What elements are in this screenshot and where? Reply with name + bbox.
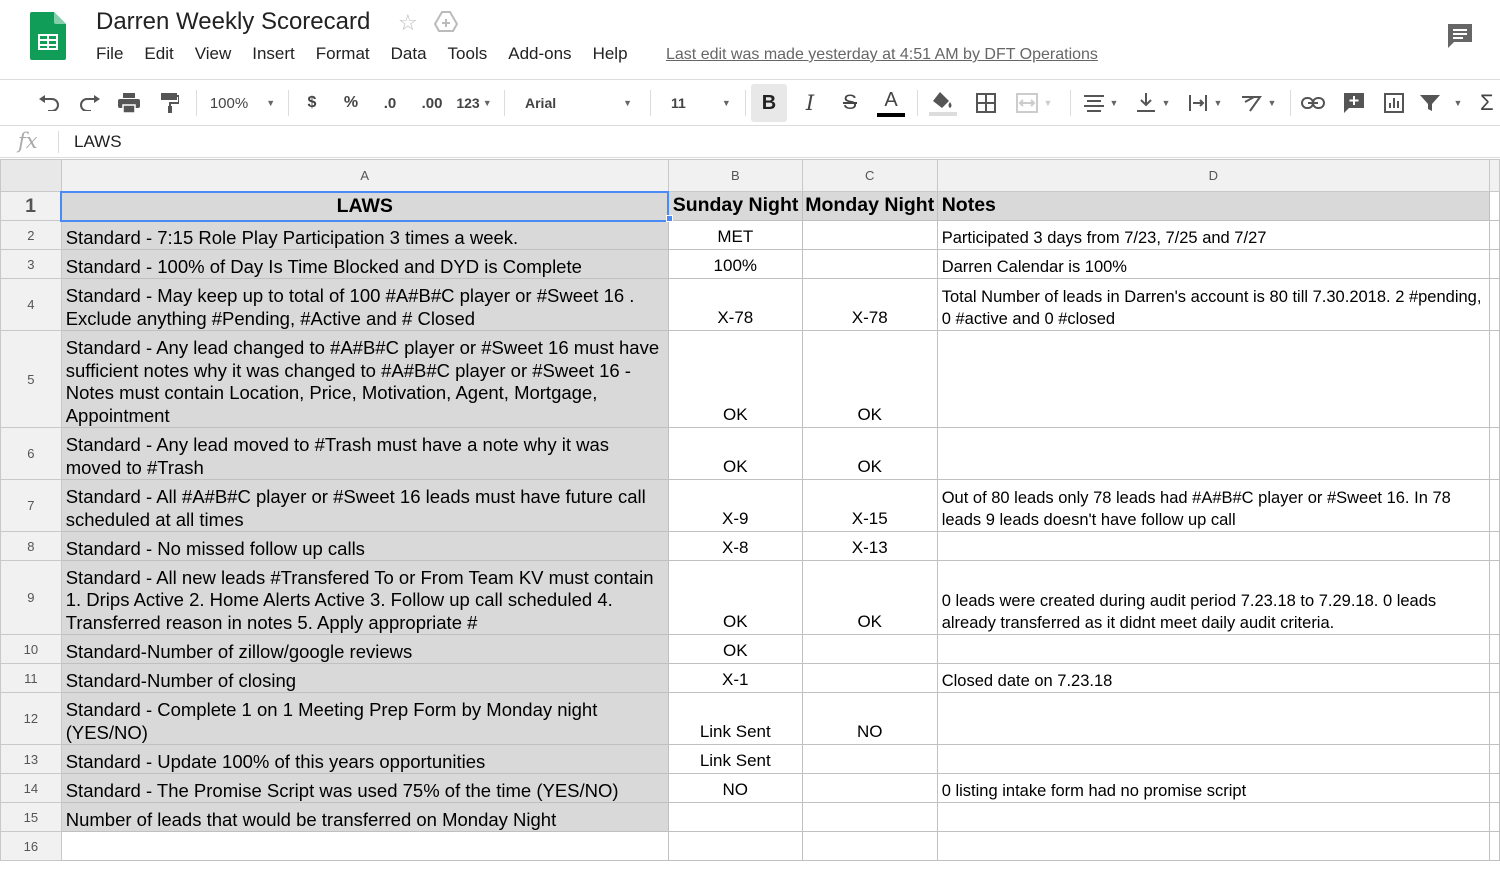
- cell-d[interactable]: Participated 3 days from 7/23, 7/25 and 7/27: [937, 221, 1489, 250]
- table-row: [1, 745, 1500, 774]
- cell-b[interactable]: X-8: [668, 532, 802, 561]
- menu-view[interactable]: View: [194, 44, 232, 63]
- cell-a[interactable]: Standard - 100% of Day Is Time Blocked and DYD is Complete: [61, 250, 668, 279]
- cell-d[interactable]: 0 leads were created during audit period 7.23.18 to 7.29.18. 0 leads already transferred as it didnt meet daily audit criteria.: [937, 561, 1489, 635]
- increase-decimal-button[interactable]: .00: [421, 94, 443, 112]
- cell-a[interactable]: Number of leads that would be transferred on Monday Night: [61, 803, 668, 832]
- row-header[interactable]: 3: [1, 250, 62, 279]
- cell-b1[interactable]: Sunday Night: [668, 192, 802, 221]
- table-row: [1, 480, 1500, 532]
- cell-a[interactable]: [61, 832, 668, 861]
- text-rotation-icon[interactable]: [1235, 80, 1281, 126]
- table-row: [1, 221, 1500, 250]
- fx-icon: fx: [18, 129, 38, 153]
- sheets-logo-icon[interactable]: [30, 12, 66, 60]
- italic-button[interactable]: I: [805, 91, 815, 115]
- cell-d[interactable]: Out of 80 leads only 78 leads had #A#B#C player or #Sweet 16. In 78 leads 9 leads doesn't have follow up call: [937, 480, 1489, 532]
- text-color-label: A: [884, 88, 898, 111]
- horizontal-align-icon[interactable]: [1078, 80, 1124, 126]
- functions-icon[interactable]: Σ: [1480, 90, 1494, 115]
- cell-e[interactable]: [1490, 532, 1500, 561]
- cell-d[interactable]: [937, 693, 1489, 745]
- cell-b[interactable]: [668, 832, 802, 861]
- cell-c1[interactable]: Monday Night: [802, 192, 937, 221]
- cell-b[interactable]: X-9: [668, 480, 802, 532]
- row-header[interactable]: 12: [1, 693, 62, 745]
- column-header-d[interactable]: D: [937, 160, 1489, 192]
- cell-b[interactable]: OK: [668, 561, 802, 635]
- table-row: [1, 693, 1500, 745]
- row-header[interactable]: 8: [1, 532, 62, 561]
- row-header[interactable]: 15: [1, 803, 62, 832]
- select-all-corner[interactable]: [1, 160, 62, 192]
- cell-c[interactable]: OK: [802, 561, 937, 635]
- cell-b[interactable]: OK: [668, 331, 802, 428]
- cell-c[interactable]: [802, 832, 937, 861]
- table-row: [1, 279, 1500, 331]
- menu-data[interactable]: Data: [390, 44, 427, 63]
- zoom-select[interactable]: [205, 80, 280, 126]
- font-size-select[interactable]: [660, 80, 740, 126]
- cell-c[interactable]: OK: [802, 428, 937, 480]
- table-row: [1, 532, 1500, 561]
- table-row: [1, 428, 1500, 480]
- insert-chart-icon[interactable]: [1379, 80, 1409, 126]
- cell-c[interactable]: [802, 635, 937, 664]
- table-row: [1, 561, 1500, 635]
- table-row: [1, 250, 1500, 279]
- row-header[interactable]: 4: [1, 279, 62, 331]
- star-icon[interactable]: ☆: [398, 10, 418, 35]
- cell-e1[interactable]: [1490, 192, 1500, 221]
- column-header-e[interactable]: [1490, 160, 1500, 192]
- cell-b[interactable]: OK: [668, 428, 802, 480]
- cell-b[interactable]: Link Sent: [668, 693, 802, 745]
- cell-c[interactable]: [802, 250, 937, 279]
- spreadsheet-grid: [0, 159, 1500, 861]
- decrease-decimal-button[interactable]: .0: [383, 94, 397, 112]
- cell-e[interactable]: [1490, 250, 1500, 279]
- column-header-row: [1, 160, 1500, 192]
- cell-e[interactable]: [1490, 635, 1500, 664]
- cell-e[interactable]: [1490, 803, 1500, 832]
- chevron-down-icon: ▼: [266, 98, 276, 108]
- cell-c[interactable]: [802, 803, 937, 832]
- cell-c[interactable]: X-78: [802, 279, 937, 331]
- row-header[interactable]: 11: [1, 664, 62, 693]
- row-header[interactable]: 14: [1, 774, 62, 803]
- merge-cells-icon[interactable]: [1011, 80, 1057, 126]
- text-color-swatch: [877, 113, 905, 117]
- table-row: [1, 774, 1500, 803]
- cell-a[interactable]: Standard - Update 100% of this years opportunities: [61, 745, 668, 774]
- chevron-down-icon: ▼: [1453, 98, 1463, 108]
- cell-e[interactable]: [1490, 221, 1500, 250]
- table-row: [1, 664, 1500, 693]
- chevron-down-icon: ▼: [1267, 98, 1277, 108]
- menu-help[interactable]: Help: [592, 44, 628, 63]
- cell-d[interactable]: [937, 331, 1489, 428]
- menu-bar: [96, 44, 649, 64]
- cell-a[interactable]: Standard - All new leads #Transfered To or From Team KV must contain 1. Drips Active 2. Home Alerts Active 3. Follow up call scheduled 4. Transferred reason in notes 5. Apply appropriate #: [61, 561, 668, 635]
- column-header-b[interactable]: B: [668, 160, 802, 192]
- cell-c[interactable]: [802, 745, 937, 774]
- cell-a[interactable]: Standard - The Promise Script was used 75% of the time (YES/NO): [61, 774, 668, 803]
- font-family-select[interactable]: [514, 80, 642, 126]
- row-header[interactable]: 2: [1, 221, 62, 250]
- cell-d[interactable]: [937, 803, 1489, 832]
- print-icon[interactable]: [114, 80, 144, 126]
- cell-d1[interactable]: Notes: [937, 192, 1489, 221]
- toolbar: [0, 80, 1500, 126]
- menu-edit[interactable]: Edit: [144, 44, 174, 63]
- cell-e[interactable]: [1490, 774, 1500, 803]
- cell-b[interactable]: X-78: [668, 279, 802, 331]
- comments-icon[interactable]: [1446, 22, 1474, 50]
- menu-tools[interactable]: Tools: [447, 44, 488, 63]
- cell-e[interactable]: [1490, 832, 1500, 861]
- cell-c[interactable]: NO: [802, 693, 937, 745]
- cell-b[interactable]: OK: [668, 635, 802, 664]
- cell-a[interactable]: Standard - Any lead moved to #Trash must have a note why it was moved to #Trash: [61, 428, 668, 480]
- cell-b[interactable]: [668, 803, 802, 832]
- paint-format-icon[interactable]: [155, 80, 185, 126]
- cell-b[interactable]: X-1: [668, 664, 802, 693]
- move-to-folder-icon[interactable]: [434, 11, 458, 33]
- chevron-down-icon: ▼: [1043, 98, 1053, 108]
- row-header[interactable]: 16: [1, 832, 62, 861]
- cell-e[interactable]: [1490, 745, 1500, 774]
- cell-b[interactable]: NO: [668, 774, 802, 803]
- column-header-c[interactable]: C: [802, 160, 937, 192]
- cell-d[interactable]: 0 listing intake form had no promise script: [937, 774, 1489, 803]
- redo-icon[interactable]: [75, 80, 105, 126]
- insert-comment-icon[interactable]: [1339, 80, 1369, 126]
- table-row: [1, 635, 1500, 664]
- table-row: [1, 803, 1500, 832]
- chevron-down-icon: ▼: [623, 98, 633, 108]
- row-header[interactable]: 10: [1, 635, 62, 664]
- row-header[interactable]: 5: [1, 331, 62, 428]
- zoom-value: 100%: [209, 94, 249, 112]
- more-formats-select[interactable]: [452, 80, 496, 126]
- cell-b[interactable]: Link Sent: [668, 745, 802, 774]
- bold-button[interactable]: B: [751, 84, 787, 122]
- more-formats-label: 123: [456, 95, 480, 111]
- cell-e[interactable]: [1490, 331, 1500, 428]
- undo-icon[interactable]: [34, 80, 64, 126]
- text-color-button[interactable]: [874, 80, 908, 126]
- cell-c[interactable]: [802, 774, 937, 803]
- cell-a1[interactable]: LAWS: [61, 192, 668, 221]
- chevron-down-icon: ▼: [1109, 98, 1119, 108]
- cell-e[interactable]: [1490, 561, 1500, 635]
- last-edit-link[interactable]: Last edit was made yesterday at 4:51 AM by DFT Operations: [666, 46, 1098, 63]
- cell-a[interactable]: Standard-Number of closing: [61, 664, 668, 693]
- cell-a[interactable]: Standard-Number of zillow/google reviews: [61, 635, 668, 664]
- cell-b[interactable]: MET: [668, 221, 802, 250]
- cell-d[interactable]: [937, 635, 1489, 664]
- cell-e[interactable]: [1490, 664, 1500, 693]
- row-header[interactable]: 7: [1, 480, 62, 532]
- borders-icon[interactable]: [971, 80, 1001, 126]
- cell-c[interactable]: X-15: [802, 480, 937, 532]
- cell-d[interactable]: [937, 832, 1489, 861]
- cell-a[interactable]: Standard - May keep up to total of 100 #A#B#C player or #Sweet 16 . Exclude anything #Pending, #Active and # Closed: [61, 279, 668, 331]
- cell-d[interactable]: [937, 532, 1489, 561]
- cell-c[interactable]: OK: [802, 331, 937, 428]
- cell-d[interactable]: Total Number of leads in Darren's account is 80 till 7.30.2018. 2 #pending, 0 #active and 0 #closed: [937, 279, 1489, 331]
- document-title[interactable]: Darren Weekly Scorecard: [96, 8, 371, 35]
- cell-a[interactable]: Standard - 7:15 Role Play Participation 3 times a week.: [61, 221, 668, 250]
- currency-format-button[interactable]: $: [307, 94, 317, 111]
- cell-d[interactable]: Darren Calendar is 100%: [937, 250, 1489, 279]
- row-header[interactable]: 13: [1, 745, 62, 774]
- cell-a[interactable]: Standard - No missed follow up calls: [61, 532, 668, 561]
- percent-format-button[interactable]: %: [343, 94, 359, 111]
- font-size-value: 11: [671, 95, 686, 111]
- table-row: [1, 832, 1500, 861]
- chevron-down-icon: ▼: [1161, 98, 1171, 108]
- fill-color-swatch: [929, 112, 957, 116]
- menu-insert[interactable]: Insert: [252, 44, 295, 63]
- formula-bar: [0, 127, 1500, 158]
- selection-fill-handle[interactable]: [666, 215, 673, 222]
- row-header[interactable]: 1: [1, 192, 62, 221]
- chevron-down-icon: ▼: [482, 98, 492, 108]
- cell-d[interactable]: Closed date on 7.23.18: [937, 664, 1489, 693]
- strikethrough-button[interactable]: S: [842, 91, 857, 114]
- formula-input[interactable]: LAWS: [74, 132, 122, 151]
- cell-e[interactable]: [1490, 428, 1500, 480]
- row-header[interactable]: 6: [1, 428, 62, 480]
- menu-format[interactable]: Format: [315, 44, 370, 63]
- row-header[interactable]: 9: [1, 561, 62, 635]
- table-row: [1, 192, 1500, 221]
- cell-b[interactable]: 100%: [668, 250, 802, 279]
- menu-addons[interactable]: Add-ons: [508, 44, 572, 63]
- app-header: [0, 0, 1500, 80]
- menu-file[interactable]: File: [96, 44, 124, 63]
- cell-e[interactable]: [1490, 279, 1500, 331]
- cell-d[interactable]: [937, 428, 1489, 480]
- cell-c[interactable]: [802, 664, 937, 693]
- insert-link-icon[interactable]: [1298, 80, 1328, 126]
- cell-c[interactable]: X-13: [802, 532, 937, 561]
- vertical-align-icon[interactable]: [1130, 80, 1176, 126]
- filter-icon[interactable]: [1418, 80, 1464, 126]
- font-family-value: Arial: [525, 95, 557, 111]
- column-header-a[interactable]: A: [61, 160, 668, 192]
- cell-a[interactable]: Standard - All #A#B#C player or #Sweet 16 leads must have future call scheduled at all times: [61, 480, 668, 532]
- cell-d[interactable]: [937, 745, 1489, 774]
- table-row: [1, 331, 1500, 428]
- chevron-down-icon: ▼: [721, 98, 731, 108]
- fill-color-icon[interactable]: [926, 80, 960, 126]
- chevron-down-icon: ▼: [1213, 98, 1223, 108]
- cell-a[interactable]: Standard - Any lead changed to #A#B#C player or #Sweet 16 must have sufficient notes why it was changed to #A#B#C player or #Sweet 16 - Notes must contain Location, Price, Motivation, Agent, Mortgage, Appointment: [61, 331, 668, 428]
- cell-e[interactable]: [1490, 480, 1500, 532]
- text-wrapping-icon[interactable]: [1182, 80, 1228, 126]
- cell-a[interactable]: Standard - Complete 1 on 1 Meeting Prep Form by Monday night (YES/NO): [61, 693, 668, 745]
- cell-e[interactable]: [1490, 693, 1500, 745]
- cell-c[interactable]: [802, 221, 937, 250]
